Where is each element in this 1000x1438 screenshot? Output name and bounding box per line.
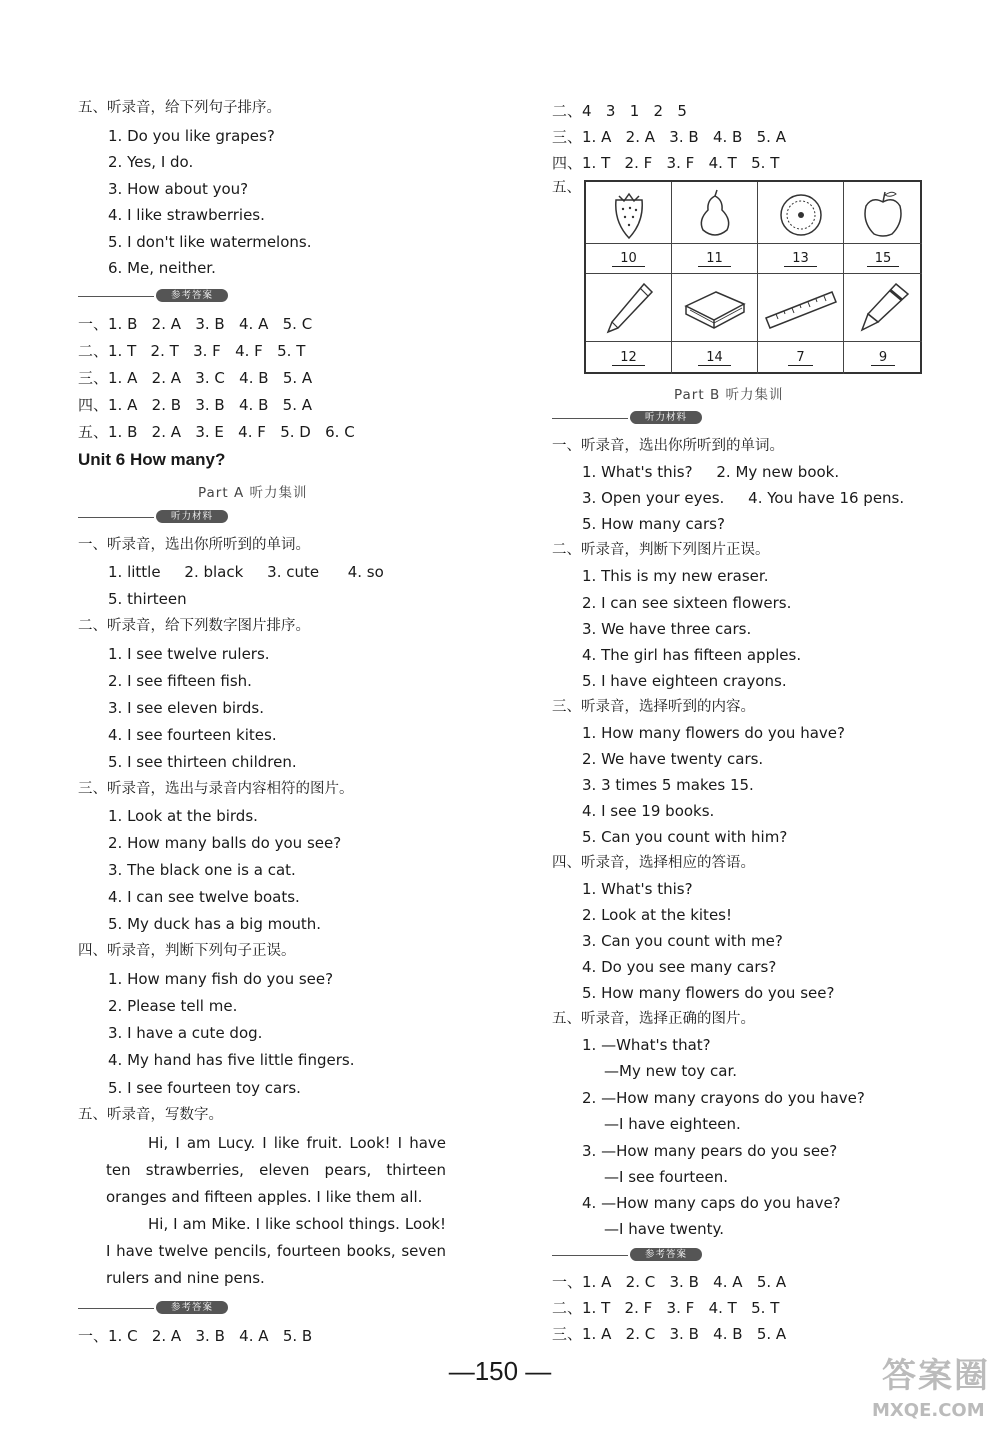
answer-line: 二、1. T 2. F 3. F 4. T 5. T xyxy=(552,1299,780,1317)
ruler-icon xyxy=(758,274,844,342)
list-item: 3. 3 times 5 makes 15. xyxy=(582,776,754,794)
passage-paragraph: Hi, I am Mike. I like school things. Look! I have twelve pencils, fourteen books, seven rulers and nine pens. xyxy=(106,1215,446,1287)
section-label: 五、 xyxy=(552,180,581,196)
section-heading: 三、听录音，选择听到的内容。 xyxy=(552,699,755,715)
picture-number: 11 xyxy=(698,251,731,267)
section-heading: 一、听录音，选出你所听到的单词。 xyxy=(552,438,784,454)
part-title: Part A 听力集训 xyxy=(198,485,308,501)
list-item: 3. Open your eyes. 4. You have 16 pens. xyxy=(582,489,905,507)
pear-cell xyxy=(672,182,758,244)
picture-table xyxy=(584,180,922,374)
answer-line: 四、1. T 2. F 3. F 4. T 5. T xyxy=(552,154,780,172)
picture-number: 10 xyxy=(612,251,645,267)
list-item: 4. I see fourteen kites. xyxy=(108,726,277,744)
answer-line: 二、1. T 2. T 3. F 4. F 5. T xyxy=(78,342,306,360)
pen-icon xyxy=(844,274,922,342)
answer-line: 三、1. A 2. A 3. C 4. B 5. A xyxy=(78,369,313,387)
answer-line: 三、1. A 2. A 3. B 4. B 5. A xyxy=(552,128,786,146)
list-item: 5. I don't like watermelons. xyxy=(108,233,312,251)
list-item: 5. How many flowers do you see? xyxy=(582,984,835,1002)
list-item: 1. This is my new eraser. xyxy=(582,567,769,585)
orange-icon xyxy=(758,182,844,244)
answer-line: 一、1. A 2. C 3. B 4. A 5. A xyxy=(552,1273,787,1291)
answer-line: 一、1. B 2. A 3. B 4. A 5. C xyxy=(78,315,313,333)
answer-key-tag: 参考答案 xyxy=(78,288,228,304)
section-heading: 五、听录音，写数字。 xyxy=(78,1107,223,1123)
list-item: 4. I see 19 books. xyxy=(582,802,715,820)
list-item: 4. I like strawberries. xyxy=(108,206,265,224)
unit-title: Unit 6 How many? xyxy=(78,450,226,469)
list-item: 3. How about you? xyxy=(108,180,249,198)
passage xyxy=(106,1130,446,1292)
list-item: 2. Yes, I do. xyxy=(108,153,194,171)
list-item: 3. I have a cute dog. xyxy=(108,1024,263,1042)
watermark xyxy=(872,1348,990,1428)
picture-number: 7 xyxy=(788,350,812,366)
watermark-logo: 答案圈 xyxy=(882,1356,990,1396)
dialogue-answer: —I have eighteen. xyxy=(604,1115,741,1133)
list-item: 4. My hand has five little fingers. xyxy=(108,1051,355,1069)
pencil-icon xyxy=(586,274,672,342)
list-item: 2. Look at the kites! xyxy=(582,906,732,924)
answer-line: 四、1. A 2. B 3. B 4. B 5. A xyxy=(78,396,313,414)
list-item: 1. little 2. black 3. cute 4. so xyxy=(108,563,384,581)
orange-cell xyxy=(758,182,844,244)
dialogue-question: 2. —How many crayons do you have? xyxy=(582,1089,865,1107)
passage-paragraph: Hi, I am Lucy. I like fruit. Look! I have ten strawberries, eleven pears, thirteen oranges and fifteen apples. I like them all. xyxy=(106,1134,446,1206)
list-item: 6. Me, neither. xyxy=(108,259,216,277)
material-tag: 听力材料 xyxy=(78,509,228,525)
dialogue-question: 1. —What's that? xyxy=(582,1036,711,1054)
dialogue-question: 4. —How many caps do you have? xyxy=(582,1194,841,1212)
section-heading: 二、听录音，判断下列图片正误。 xyxy=(552,542,770,558)
apple-icon xyxy=(844,182,922,244)
part-title: Part B 听力集训 xyxy=(674,387,784,403)
list-item: 2. Please tell me. xyxy=(108,997,238,1015)
answer-line: 一、1. C 2. A 3. B 4. A 5. B xyxy=(78,1327,313,1345)
section-heading: 五、听录音，给下列句子排序。 xyxy=(78,100,281,116)
book-cell xyxy=(672,274,758,342)
list-item: 5. I see thirteen children. xyxy=(108,753,297,771)
list-item: 2. I can see sixteen flowers. xyxy=(582,594,792,612)
dialogue-answer: —I see fourteen. xyxy=(604,1168,728,1186)
section-heading: 三、听录音，选出与录音内容相符的图片。 xyxy=(78,781,354,797)
list-item: 1. I see twelve rulers. xyxy=(108,645,270,663)
list-item: 3. I see eleven birds. xyxy=(108,699,265,717)
answer-key-tag: 参考答案 xyxy=(78,1300,228,1316)
pen-cell xyxy=(844,274,922,342)
dialogue-question: 3. —How many pears do you see? xyxy=(582,1142,838,1160)
pencil-cell xyxy=(586,274,672,342)
material-tag: 听力材料 xyxy=(552,410,702,426)
list-item: 5. thirteen xyxy=(108,590,187,608)
apple-cell xyxy=(844,182,922,244)
strawberry-icon xyxy=(586,182,672,244)
list-item: 4. The girl has fifteen apples. xyxy=(582,646,802,664)
section-heading: 一、听录音，选出你所听到的单词。 xyxy=(78,537,310,553)
list-item: 1. How many fish do you see? xyxy=(108,970,334,988)
dialogue-answer: —I have twenty. xyxy=(604,1220,725,1238)
list-item: 2. I see fifteen fish. xyxy=(108,672,252,690)
list-item: 5. My duck has a big mouth. xyxy=(108,915,322,933)
list-item: 3. The black one is a cat. xyxy=(108,861,296,879)
list-item: 4. I can see twelve boats. xyxy=(108,888,300,906)
list-item: 3. We have three cars. xyxy=(582,620,752,638)
answer-line: 三、1. A 2. C 3. B 4. B 5. A xyxy=(552,1325,787,1343)
picture-number: 13 xyxy=(784,251,817,267)
watermark-site: MXQE.COM xyxy=(872,1400,985,1421)
picture-number: 12 xyxy=(612,350,645,366)
answer-line: 五、1. B 2. A 3. E 4. F 5. D 6. C xyxy=(78,423,355,441)
answer-line: 二、4 3 1 2 5 xyxy=(552,102,687,120)
pear-icon xyxy=(672,182,758,244)
section-heading: 五、听录音，选择正确的图片。 xyxy=(552,1011,755,1027)
picture-number: 14 xyxy=(698,350,731,366)
section-heading: 二、听录音，给下列数字图片排序。 xyxy=(78,618,310,634)
section-heading: 四、听录音，选择相应的答语。 xyxy=(552,855,755,871)
section-heading: 四、听录音，判断下列句子正误。 xyxy=(78,943,296,959)
dialogue-answer: —My new toy car. xyxy=(604,1062,738,1080)
list-item: 4. Do you see many cars? xyxy=(582,958,777,976)
strawberry-cell xyxy=(586,182,672,244)
list-item: 1. Do you like grapes? xyxy=(108,127,275,145)
picture-number: 9 xyxy=(871,350,895,366)
list-item: 1. Look at the birds. xyxy=(108,807,258,825)
page-number: —150 — xyxy=(448,1356,552,1386)
list-item: 5. I have eighteen crayons. xyxy=(582,672,787,690)
book-icon xyxy=(672,274,758,342)
list-item: 5. How many cars? xyxy=(582,515,725,533)
list-item: 1. What's this? xyxy=(582,880,693,898)
picture-number: 15 xyxy=(867,251,900,267)
answer-key-tag: 参考答案 xyxy=(552,1247,702,1263)
list-item: 1. How many flowers do you have? xyxy=(582,724,845,742)
list-item: 1. What's this? 2. My new book. xyxy=(582,463,840,481)
list-item: 2. How many balls do you see? xyxy=(108,834,342,852)
list-item: 2. We have twenty cars. xyxy=(582,750,764,768)
ruler-cell xyxy=(758,274,844,342)
list-item: 5. I see fourteen toy cars. xyxy=(108,1079,301,1097)
list-item: 3. Can you count with me? xyxy=(582,932,783,950)
list-item: 5. Can you count with him? xyxy=(582,828,788,846)
